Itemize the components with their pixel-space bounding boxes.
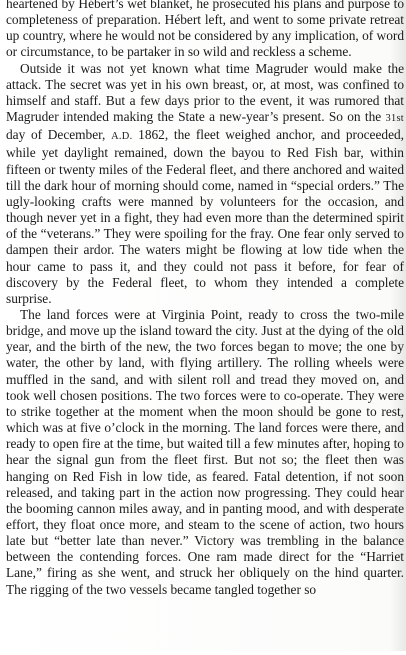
paragraph-3 bbox=[6, 307, 404, 598]
paragraph-3-text: The land forces were at Virginia Point, ready to cross the two-mile bridge, and move up the island toward the city. Just at the dying of the old year, and the birth of the new, the two forces began to move; the one by water, the other by land, with flying artillery. The rolling wheels were muffled in the sand, and with silent roll and tread they moved on, and took well chosen positions. The two forces were to co-operate. They were to strike together at the moment when the moon should be gone to rest, which was at five o’clock in the morning. The land forces were there, and ready to open fire at the time, but waited till a few minutes after, hoping to hear the signal gun from the fleet first. But not so; the fleet then was hanging on Red Fish in low tide, as feared. Fatal detention, if not soon released, and taking part in the action now progressing. They could hear the booming cannon miles away, and in panting mood, and with desperate effort, they float once more, and steam to the scene of action, two hours late but “better late than never.” Victory was trembling in the balance between the contending forces. One ram made direct for the “Harriet Lane,” firing as she went, and struck her obliquely on the hind quarter. The rigging of the two vessels became tangled together so bbox=[6, 306, 404, 597]
paragraph-1-text: heartened by Hébert’s wet blanket, he prosecuted his plans and purpose to completeness of preparation. Hébert left, and went to some private retreat up country, where he would not be considered by any implication, of word or circumstance, to be partaker in so wild and reckless a scheme. bbox=[6, 0, 404, 60]
paragraph-2-text-c: , the fleet weighed anchor, and proceeded, while yet daylight remained, down the bayou to Red Fish bar, within fifteen or twenty miles of the Federal fleet, and there anchored and waited till the dark hour of morning should come, named in “special orders.” The ugly-looking crafts were manned by volunteers for the occasion, and though never yet in a fight, they had even more than the determined spirit of the “veterans.” They were spoiling for the fray. One fear only served to dampen their ardor. The waters might be flowing at low tide when the hour came to pass it, and they could not pass it before, for fear of discovery by the Federal fleet, to whom they intended a complete surprise. bbox=[6, 127, 404, 306]
date-day: 31st bbox=[385, 113, 404, 125]
year-value: 1862 bbox=[132, 127, 165, 143]
paragraph-1 bbox=[6, 0, 404, 61]
paragraph-2 bbox=[6, 61, 404, 307]
paragraph-2-text-a: Outside it was not yet known what time Magruder would make the attack. The secret was yet in his own breast, or, at most, was confined to himself and staff. But a few days prior to the event, it was rumored that Magruder intended making the State a new-year’s present. So on the bbox=[6, 60, 404, 125]
paragraph-2-text-b: day of December, bbox=[6, 127, 112, 143]
era-label: A.D. bbox=[111, 131, 133, 143]
